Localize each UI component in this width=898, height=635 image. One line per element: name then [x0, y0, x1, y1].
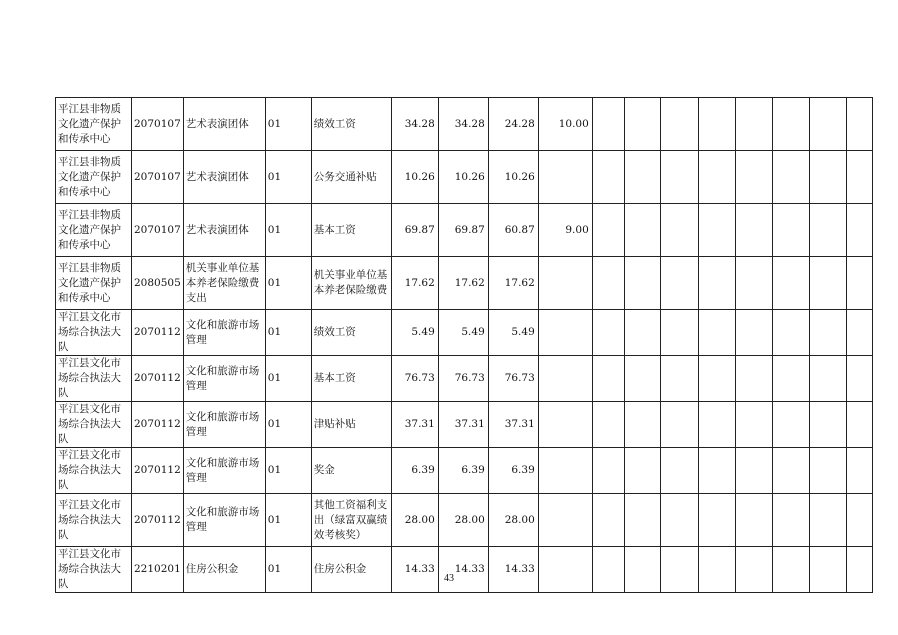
table-row [56, 402, 873, 448]
cell-project [538, 356, 592, 402]
cell-econ-code: 01 [265, 402, 311, 448]
empty-cell [809, 356, 846, 402]
empty-cell [735, 402, 772, 448]
empty-cell [698, 494, 735, 547]
empty-cell [624, 310, 660, 356]
empty-cell [809, 402, 846, 448]
empty-cell [698, 204, 735, 257]
empty-cell [624, 448, 660, 494]
empty-cell [660, 204, 698, 257]
table-row [56, 204, 873, 257]
cell-unit: 平江县非物质文化遗产保护和传承中心 [56, 204, 132, 257]
cell-project [538, 257, 592, 310]
empty-cell [698, 257, 735, 310]
cell-econ-name: 绩效工资 [311, 98, 391, 151]
cell-general: 14.33 [438, 547, 488, 593]
empty-cell [660, 448, 698, 494]
empty-cell [772, 448, 809, 494]
empty-cell [809, 494, 846, 547]
cell-total: 34.28 [391, 98, 438, 151]
empty-cell [846, 310, 872, 356]
cell-general: 34.28 [438, 98, 488, 151]
empty-cell [624, 402, 660, 448]
empty-cell [846, 98, 872, 151]
empty-cell [624, 356, 660, 402]
cell-econ-name: 奖金 [311, 448, 391, 494]
empty-cell [846, 356, 872, 402]
cell-econ-name: 基本工资 [311, 204, 391, 257]
cell-func-name: 文化和旅游市场管理 [183, 494, 265, 547]
cell-econ-code: 01 [265, 204, 311, 257]
cell-basic: 28.00 [488, 494, 538, 547]
empty-cell [660, 402, 698, 448]
cell-func-name: 文化和旅游市场管理 [183, 310, 265, 356]
empty-cell [660, 98, 698, 151]
empty-cell [809, 310, 846, 356]
empty-cell [592, 547, 624, 593]
empty-cell [809, 257, 846, 310]
empty-cell [660, 356, 698, 402]
cell-func-code: 2070107 [132, 98, 184, 151]
empty-cell [592, 151, 624, 204]
empty-cell [592, 448, 624, 494]
cell-func-code: 2070112 [132, 448, 184, 494]
cell-general: 37.31 [438, 402, 488, 448]
empty-cell [698, 547, 735, 593]
table-body [56, 98, 873, 593]
empty-cell [809, 448, 846, 494]
empty-cell [735, 257, 772, 310]
cell-econ-code: 01 [265, 98, 311, 151]
empty-cell [772, 402, 809, 448]
cell-econ-name: 绩效工资 [311, 310, 391, 356]
empty-cell [735, 151, 772, 204]
cell-func-code: 2210201 [132, 547, 184, 593]
cell-total: 5.49 [391, 310, 438, 356]
cell-econ-code: 01 [265, 356, 311, 402]
cell-project: 10.00 [538, 98, 592, 151]
empty-cell [592, 494, 624, 547]
cell-func-name: 艺术表演团体 [183, 204, 265, 257]
empty-cell [698, 310, 735, 356]
empty-cell [592, 310, 624, 356]
cell-basic: 37.31 [488, 402, 538, 448]
empty-cell [772, 151, 809, 204]
cell-project [538, 448, 592, 494]
table-row [56, 448, 873, 494]
empty-cell [735, 547, 772, 593]
empty-cell [846, 547, 872, 593]
cell-total: 76.73 [391, 356, 438, 402]
cell-general: 6.39 [438, 448, 488, 494]
cell-unit: 平江县非物质文化遗产保护和传承中心 [56, 257, 132, 310]
empty-cell [660, 257, 698, 310]
cell-total: 10.26 [391, 151, 438, 204]
empty-cell [772, 204, 809, 257]
cell-basic: 60.87 [488, 204, 538, 257]
empty-cell [592, 257, 624, 310]
empty-cell [772, 356, 809, 402]
cell-func-name: 艺术表演团体 [183, 98, 265, 151]
cell-func-code: 2070107 [132, 204, 184, 257]
cell-total: 37.31 [391, 402, 438, 448]
cell-unit: 平江县非物质文化遗产保护和传承中心 [56, 151, 132, 204]
empty-cell [772, 547, 809, 593]
empty-cell [735, 356, 772, 402]
cell-unit: 平江县文化市场综合执法大队 [56, 310, 132, 356]
cell-total: 17.62 [391, 257, 438, 310]
empty-cell [846, 257, 872, 310]
empty-cell [772, 310, 809, 356]
cell-general: 10.26 [438, 151, 488, 204]
empty-cell [660, 310, 698, 356]
cell-total: 28.00 [391, 494, 438, 547]
empty-cell [846, 151, 872, 204]
empty-cell [624, 151, 660, 204]
cell-project [538, 494, 592, 547]
empty-cell [624, 98, 660, 151]
cell-project [538, 402, 592, 448]
empty-cell [698, 151, 735, 204]
empty-cell [735, 98, 772, 151]
cell-econ-code: 01 [265, 547, 311, 593]
empty-cell [846, 448, 872, 494]
cell-econ-name: 机关事业单位基本养老保险缴费 [311, 257, 391, 310]
cell-econ-name: 其他工资福利支出（绿富双赢绩效考核奖） [311, 494, 391, 547]
table-row [56, 151, 873, 204]
cell-func-name: 文化和旅游市场管理 [183, 448, 265, 494]
cell-econ-name: 公务交通补贴 [311, 151, 391, 204]
table-row [56, 356, 873, 402]
cell-func-name: 住房公积金 [183, 547, 265, 593]
empty-cell [660, 151, 698, 204]
cell-func-code: 2080505 [132, 257, 184, 310]
cell-econ-name: 住房公积金 [311, 547, 391, 593]
cell-func-code: 2070112 [132, 494, 184, 547]
cell-general: 28.00 [438, 494, 488, 547]
cell-project [538, 310, 592, 356]
empty-cell [698, 98, 735, 151]
empty-cell [735, 310, 772, 356]
empty-cell [624, 494, 660, 547]
empty-cell [735, 494, 772, 547]
cell-basic: 76.73 [488, 356, 538, 402]
cell-econ-code: 01 [265, 310, 311, 356]
empty-cell [809, 547, 846, 593]
cell-func-name: 机关事业单位基本养老保险缴费支出 [183, 257, 265, 310]
empty-cell [809, 151, 846, 204]
table-row [56, 494, 873, 547]
cell-general: 76.73 [438, 356, 488, 402]
cell-project [538, 151, 592, 204]
cell-econ-code: 01 [265, 151, 311, 204]
empty-cell [698, 356, 735, 402]
cell-func-code: 2070107 [132, 151, 184, 204]
cell-general: 69.87 [438, 204, 488, 257]
empty-cell [660, 547, 698, 593]
empty-cell [698, 448, 735, 494]
cell-func-code: 2070112 [132, 310, 184, 356]
cell-econ-name: 津贴补贴 [311, 402, 391, 448]
cell-unit: 平江县文化市场综合执法大队 [56, 448, 132, 494]
empty-cell [772, 257, 809, 310]
empty-cell [772, 98, 809, 151]
cell-basic: 6.39 [488, 448, 538, 494]
cell-func-code: 2070112 [132, 356, 184, 402]
empty-cell [846, 494, 872, 547]
cell-basic: 10.26 [488, 151, 538, 204]
empty-cell [846, 402, 872, 448]
cell-basic: 24.28 [488, 98, 538, 151]
empty-cell [809, 98, 846, 151]
cell-econ-name: 基本工资 [311, 356, 391, 402]
empty-cell [592, 204, 624, 257]
empty-cell [772, 494, 809, 547]
cell-unit: 平江县文化市场综合执法大队 [56, 402, 132, 448]
cell-func-name: 文化和旅游市场管理 [183, 402, 265, 448]
cell-func-name: 文化和旅游市场管理 [183, 356, 265, 402]
cell-unit: 平江县文化市场综合执法大队 [56, 547, 132, 593]
empty-cell [809, 204, 846, 257]
empty-cell [592, 356, 624, 402]
cell-econ-code: 01 [265, 257, 311, 310]
empty-cell [624, 547, 660, 593]
empty-cell [660, 494, 698, 547]
cell-basic: 5.49 [488, 310, 538, 356]
table-row [56, 310, 873, 356]
page-number: 43 [444, 573, 454, 584]
empty-cell [624, 257, 660, 310]
cell-general: 5.49 [438, 310, 488, 356]
cell-project [538, 547, 592, 593]
empty-cell [592, 402, 624, 448]
cell-unit: 平江县文化市场综合执法大队 [56, 494, 132, 547]
empty-cell [846, 204, 872, 257]
cell-total: 69.87 [391, 204, 438, 257]
cell-unit: 平江县非物质文化遗产保护和传承中心 [56, 98, 132, 151]
cell-total: 14.33 [391, 547, 438, 593]
table-row [56, 98, 873, 151]
budget-table [55, 97, 873, 593]
table-row [56, 257, 873, 310]
cell-econ-code: 01 [265, 448, 311, 494]
empty-cell [624, 204, 660, 257]
table-row [56, 547, 873, 593]
cell-general: 17.62 [438, 257, 488, 310]
cell-basic: 14.33 [488, 547, 538, 593]
cell-unit: 平江县文化市场综合执法大队 [56, 356, 132, 402]
cell-func-code: 2070112 [132, 402, 184, 448]
cell-total: 6.39 [391, 448, 438, 494]
empty-cell [592, 98, 624, 151]
cell-basic: 17.62 [488, 257, 538, 310]
empty-cell [735, 448, 772, 494]
cell-func-name: 艺术表演团体 [183, 151, 265, 204]
empty-cell [698, 402, 735, 448]
empty-cell [735, 204, 772, 257]
cell-project: 9.00 [538, 204, 592, 257]
cell-econ-code: 01 [265, 494, 311, 547]
